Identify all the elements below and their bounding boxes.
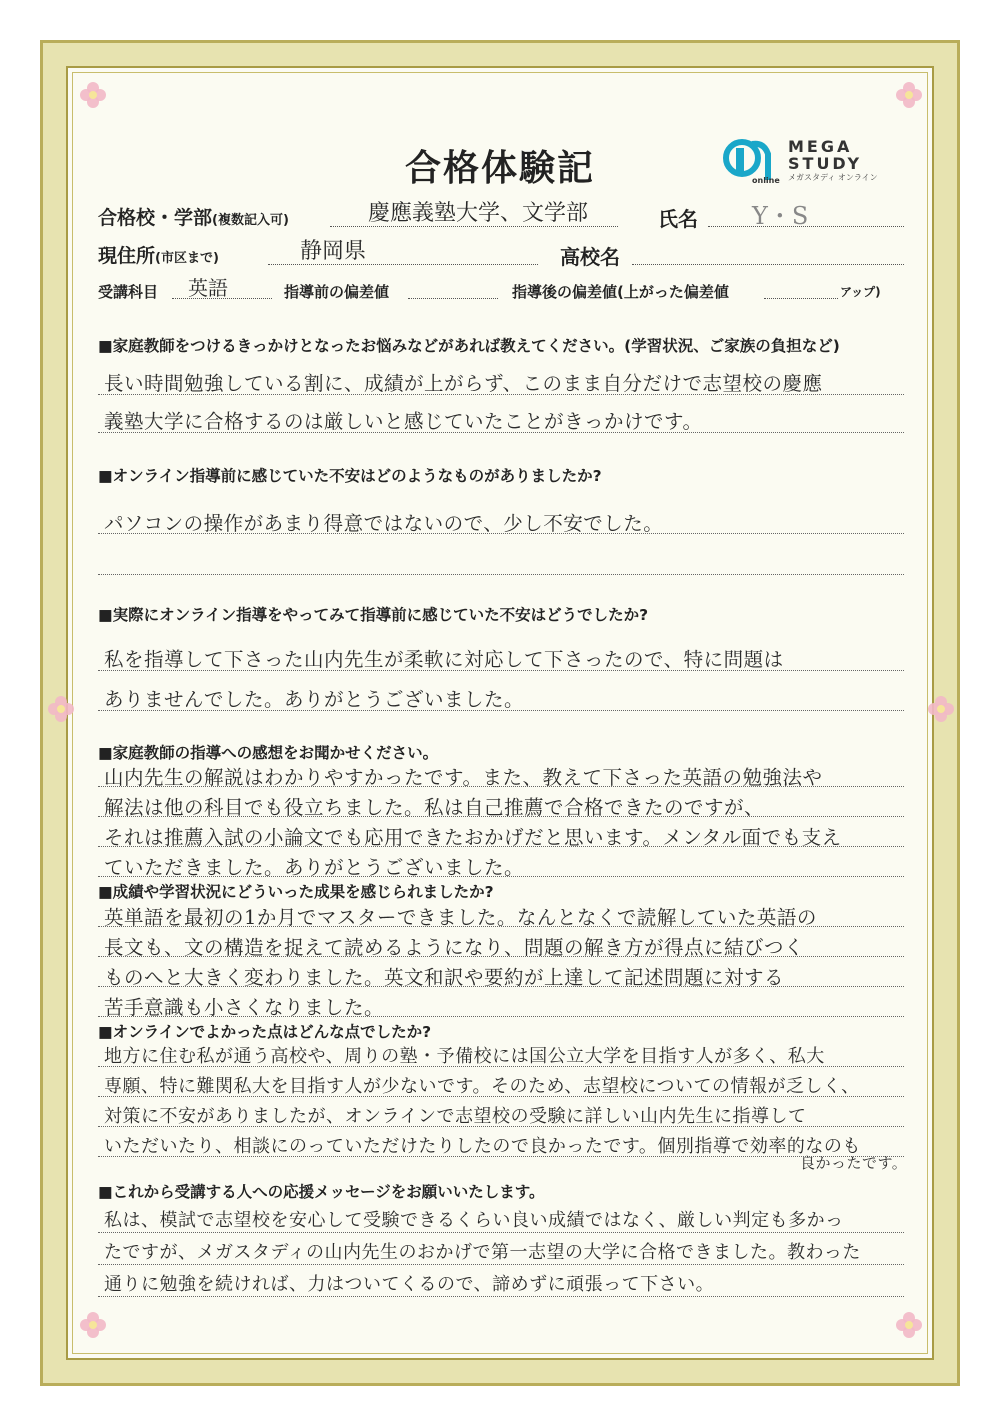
flower-ornament-icon: [80, 1312, 106, 1338]
answer-4-line-2: 解法は他の科目でも役立ちました。私は自己推薦で合格できたのですが、: [104, 796, 765, 819]
residence-value: 静岡県: [300, 239, 367, 264]
question-3: ■実際にオンライン指導をやってみて指導前に感じていた不安はどうでしたか?: [98, 606, 649, 624]
up-label: アップ): [840, 285, 881, 299]
answer-line: [98, 1264, 904, 1265]
answer-4-line-4: ていただきました。ありがとうございました。: [104, 856, 525, 879]
answer-7-line-3: 通りに勉強を続ければ、力はついてくるので、諦めずに頑張って下さい。: [104, 1274, 715, 1295]
answer-5-line-1: 英単語を最初の1か月でマスターできました。なんとなくで読解していた英語の: [104, 906, 817, 929]
answer-6-line-1: 地方に住む私が通う高校や、周りの塾・予備校には国公立大学を目指す人が多く、私大: [104, 1046, 825, 1067]
answer-3-line-1: 私を指導して下さった山内先生が柔軟に対応して下さったので、特に問題は: [104, 648, 784, 671]
residence-label: [98, 241, 219, 268]
logo-wordmark: [788, 138, 862, 172]
flower-ornament-icon: [928, 696, 954, 722]
question-4: ■家庭教師の指導への感想をお聞かせください。: [98, 744, 439, 762]
name-value: Y・S: [752, 202, 809, 230]
flower-ornament-icon: [896, 82, 922, 108]
answer-line: [98, 1296, 904, 1297]
answer-6-line-2: 専願、特に難関私大を目指す人が少ないです。そのため、志望校についての情報が乏しく、: [104, 1076, 860, 1097]
logo-online-text: online: [752, 176, 780, 185]
name-underline: [708, 226, 904, 227]
answer-1-line-2: 義塾大学に合格するのは厳しいと感じていたことがきっかけです。: [104, 410, 703, 433]
question-6: ■オンラインでよかった点はどんな点でしたか?: [98, 1023, 432, 1041]
question-7: ■これから受講する人への応援メッセージをお願いいたします。: [98, 1183, 545, 1201]
before-score-label: 指導前の偏差値: [284, 283, 390, 301]
answer-2-line-1: パソコンの操作があまり得意ではないので、少し不安でした。: [104, 512, 664, 535]
mega-study-logo: [722, 132, 892, 192]
answer-3-line-2: ありませんでした。ありがとうございました。: [104, 688, 525, 711]
answer-4-line-3: それは推薦入試の小論文でも応用できたおかげだと思います。メンタル面でも支え: [104, 826, 842, 849]
logo-brand-study: STUDY: [788, 154, 863, 173]
highschool-label: 高校名: [560, 245, 620, 269]
residence-label-text: 現住所: [98, 245, 156, 267]
residence-underline: [268, 264, 538, 265]
question-1: ■家庭教師をつけるきっかけとなったお悩みなどがあれば教えてください。(学習状況、ご家族の負担など): [98, 337, 840, 355]
school-underline: [330, 226, 618, 227]
after-score-label: 指導後の偏差値(上がった偏差値: [512, 283, 729, 301]
answer-5-line-4: 苦手意識も小さくなりました。: [104, 996, 385, 1019]
answer-line: [98, 1232, 904, 1233]
answer-6-line-3: 対策に不安がありましたが、オンラインで志望校の受験に詳しい山内先生に指導して: [104, 1106, 807, 1127]
question-2: ■オンライン指導前に感じていた不安はどのようなものがありましたか?: [98, 467, 602, 485]
flower-ornament-icon: [896, 1312, 922, 1338]
answer-7-line-2: たですが、メガスタディの山内先生のおかげで第一志望の大学に合格できました。教わった: [104, 1242, 861, 1263]
name-label: 氏名: [658, 207, 698, 231]
logo-brand-mega: MEGA: [788, 137, 853, 156]
subject-value: 英語: [188, 276, 228, 300]
school-label-text: 合格校・学部: [98, 207, 213, 229]
answer-6-line-5: 良かったです。: [800, 1154, 908, 1172]
answer-6-line-4: いただいたり、相談にのっていただけたりしたので良かったです。個別指導で効率的なのも: [104, 1136, 861, 1157]
school-note: (複数記入可): [212, 213, 289, 228]
subject-underline: [172, 298, 272, 299]
residence-note: (市区まで): [155, 251, 219, 266]
school-value: 慶應義塾大学、文学部: [368, 201, 589, 226]
answer-line: [98, 574, 904, 575]
after-score-underline: [764, 298, 838, 299]
page-title: 合格体験記: [404, 148, 595, 189]
answer-7-line-1: 私は、模試で志望校を安心して受験できるくらい良い成績ではなく、厳しい判定も多かっ: [104, 1210, 844, 1231]
highschool-underline: [632, 264, 904, 265]
flower-ornament-icon: [80, 82, 106, 108]
question-5: ■成績や学習状況にどういった成果を感じられましたか?: [98, 883, 494, 901]
subject-label: 受講科目: [98, 283, 159, 301]
answer-1-line-1: 長い時間勉強している割に、成績が上がらず、このまま自分だけで志望校の慶應: [104, 372, 823, 395]
before-score-underline: [408, 298, 498, 299]
flower-ornament-icon: [48, 696, 74, 722]
answer-4-line-1: 山内先生の解説はわかりやすかったです。また、教えて下さった英語の勉強法や: [104, 766, 823, 789]
school-label: [98, 203, 289, 230]
answer-5-line-2: 長文も、文の構造を捉えて読めるようになり、問題の解き方が得点に結びつく: [104, 936, 805, 959]
logo-subtitle: メガスタディ オンライン: [788, 173, 878, 182]
answer-5-line-3: ものへと大きく変わりました。英文和訳や要約が上達して記述問題に対する: [104, 966, 785, 989]
